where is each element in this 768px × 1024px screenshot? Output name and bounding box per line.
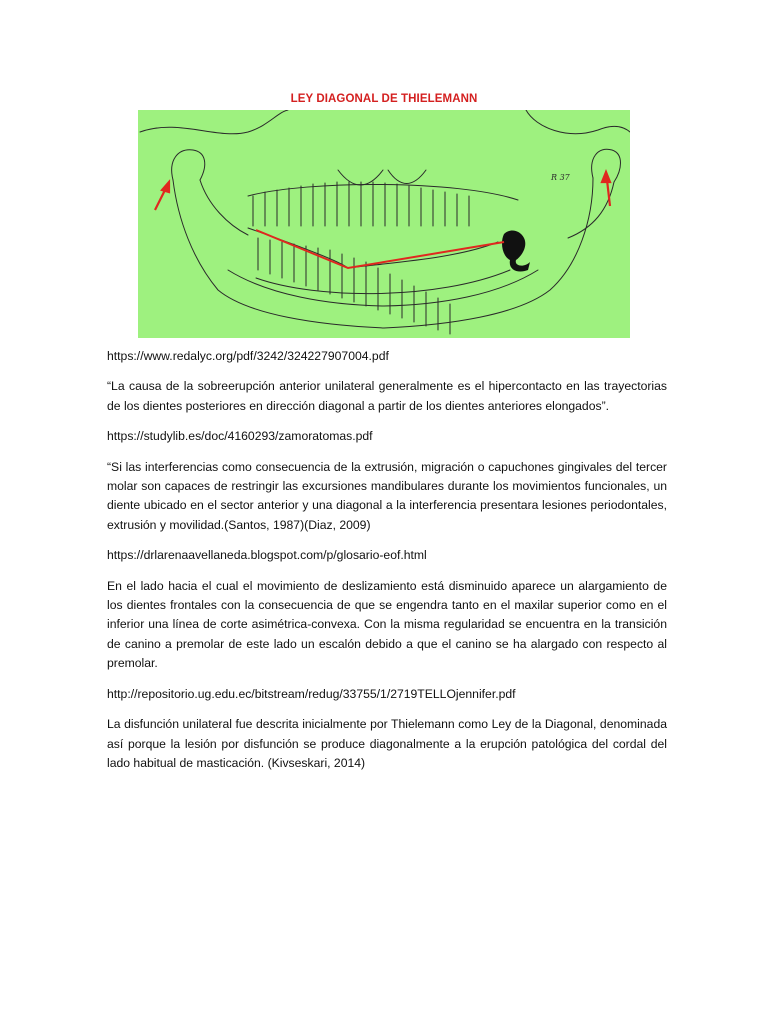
quote-paragraph-1: “La causa de la sobreerupción anterior unilateral generalmente es el hipercontacto en las trayectorias de los dientes posteriores en dirección diagonal a partir de los dientes anteriores elongados”. [107,379,667,413]
jaw-drawing [138,110,630,338]
source-link-1[interactable]: https://www.redalyc.org/pdf/3242/324227907004.pdf [107,349,389,363]
document-title: LEY DIAGONAL DE THIELEMANN [290,93,478,105]
left-arrow [155,182,169,210]
jaw-illustration [138,110,630,338]
skull-outline-left [140,110,288,134]
lower-teeth [256,238,510,334]
text-paragraph-2: La disfunción unilateral fue descrita inicialmente por Thielemann como Ley de la Diagonal, denominada así porque la lesión por disfunción se produce diagonalmente a la erupción patológica del cordal del lado habitual de masticación. (Kivseskari, 2014) [107,717,667,770]
text-paragraph-1: En el lado hacia el cual el movimiento de deslizamiento está disminuido aparece un alargamiento de los dientes frontales con la consecuencia de que se engendra tanto en el maxilar superior como en el inferior una línea de corte asimétrica-convexa. Con la misma regularidad se encuentra en la transición de canino a premolar de este lado un escalón debido a que el canino se ha alargado con respecto al premolar. [107,578,667,671]
figure-mark: R 37 [551,173,570,182]
skull-outline-right [526,110,630,134]
mandible-inner-contour [228,270,538,306]
nasal-hint-right [388,170,426,184]
left-ramus-inner [200,180,248,235]
quote-paragraph-2: “Si las interferencias como consecuencia de la extrusión, migración o capuchones gingivales del tercer molar son capaces de restringir las excursiones mandibulares durante los movimientos funcionales, un diente ubicado en el sector anterior y una diagonal a la interferencia presentara lesiones periodontales, extrusión y movilidad.(Santos, 1987)(Diaz, 2009) [107,459,667,532]
diagonal-line [256,230,504,268]
document-body [107,347,667,784]
right-arrow [602,172,610,206]
source-link-4[interactable]: http://repositorio.ug.edu.ec/bitstream/redug/33755/1/2719TELLOjennifer.pdf [107,686,516,701]
occlusal-outline [248,228,498,268]
source-link-2[interactable]: https://studylib.es/doc/4160293/zamoratomas.pdf [107,429,373,444]
source-link-3[interactable]: https://drlarenaavellaneda.blogspot.com/p/glosario-eof.html [107,548,427,563]
upper-teeth [248,182,518,226]
left-condyle [172,150,205,180]
molar-marker [502,231,530,272]
